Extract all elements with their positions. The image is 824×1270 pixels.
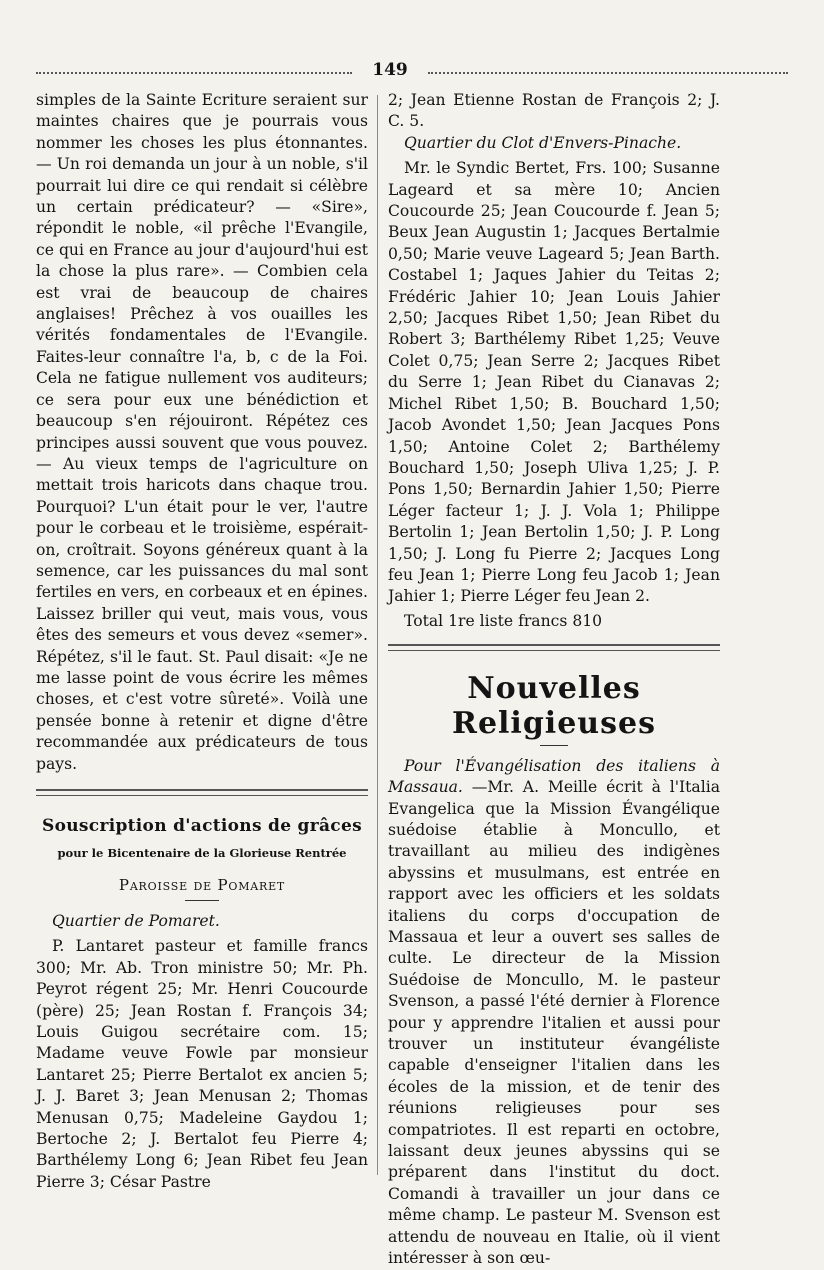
- news-rule-thin: [388, 650, 720, 651]
- sermon-paragraph: simples de la Sainte Ecriture seraient sur maintes chaires que je pourrais vous nommer les choses les plus étonnantes. — Un roi demanda un jour à un noble, s'il pourrait lui dire ce qui rendait si célèbre un certain prédicateur? — «Sire», répondit le noble, «il prêche l'Evangile, ce qui en France au jour d'aujourd'hui est la chose la plus rare». — Combien cela est vrai de beaucoup de chaires anglaises! Prêchez à vos ouailles les vérités fondamentales de l'Evangile. Faites-leur connaître l'a, b, c de la Foi. Cela ne fatigue nullement vos auditeurs; ce sera pour eux une bénédiction et beaucoup s'en réjouiront. Répétez ces principes aussi souvent que vous pouvez. — Au vieux temps de l'agriculture on mettait trois haricots dans chaque trou. Pourquoi? L'un était pour le ver, l'autre pour le corbeau et le troisième, espérait-on, croîtrait. Soyons généreux quant à la semence, car les puissances du mal sont fertiles en vers, en corbeaux et en épines. Laissez briller qui veut, mais vous, vous êtes des semeurs et vous devez «semer». Répétez, s'il le faut. St. Paul disait: «Je ne me lasse point de vous écrire les mêmes choses, et c'est votre sûreté». Voilà une pensée bonne à retenir et digne d'être recommandée aux prédicateurs de tous pays.: [36, 91, 368, 773]
- left-column: [36, 90, 368, 1193]
- news-lead: Pour l'Évangélisation des italiens à Massaua.: [388, 756, 720, 797]
- section-rule-thin: [36, 795, 368, 796]
- donor-list-continued: 2; Jean Etienne Rostan de François 2; J. C. 5.: [388, 91, 720, 131]
- donor-list-clot: Mr. le Syndic Bertet, Frs. 100; Susanne Lageard et sa mère 10; Ancien Coucourde 25; Jean Coucourde f. Jean 5; Beux Jean Augustin 1; Jacques Bertalmie 0,50; Marie veuve Lageard 5; Jean Barth. Costabel 1; Jaques Jahier du Teitas 2; Frédéric Jahier 10; Jean Louis Jahier 2,50; Jacques Ribet 1,50; Jean Ribet du Robert 3; Barthélemy Ribet 1,25; Veuve Colet 0,75; Jean Serre 2; Jacques Ribet du Serre 1; Jean Ribet du Cianavas 2; Michel Ribet 1,50; B. Bouchard 1,50; Jacob Avondet 1,50; Jean Jacques Pons 1,50; Antoine Colet 2; Barthélemy Bouchard 1,50; Joseph Uliva 1,25; J. P. Pons 1,50; Bernardin Jahier 1,50; Pierre Léger facteur 1; J. J. Vola 1; Philippe Bertolin 1; Jean Bertolin 1,50; J. P. Long 1,50; J. Long fu Pierre 2; Jacques Long feu Jean 1; Pierre Long feu Jacob 1; Jean Jahier 1; Pierre Léger feu Jean 2.: [388, 159, 720, 606]
- news-body: —Mr. A. Meille écrit à l'Italia Evangelica que la Mission Évangélique suédoise établie à Moncullo, et travaillant au milieu des indigènes abyssins et musulmans, est entrée en rapport avec les officiers et les soldats italiens du corps d'occupation de Massaua et leur a ouvert ses salles de culte. Le directeur de la Mission Suédoise de Moncullo, M. le pasteur Svenson, a passé l'été dernier à Florence pour y apprendre l'italien et aussi pour trouver un instituteur évangéliste capable d'enseigner l'italien dans les écoles de la mission, et de tenir des réunions religieuses pour ses compatriotes. Il est reparti en octobre, laissant deux jeunes abyssins qui se préparent dans l'institut du doct. Comandi à travailler un jour dans ce même champ. Le pasteur M. Svenson est attendu de nouveau en Italie, où il vient intéresser à son œu-: [388, 778, 720, 1268]
- page-number: 149: [372, 60, 408, 80]
- subscription-title: Souscription d'actions de grâces: [42, 816, 362, 836]
- quarter-heading-pomaret: Quartier de Pomaret.: [52, 912, 220, 930]
- donor-list-pomaret: P. Lantaret pasteur et famille francs 300; Mr. Ab. Tron ministre 50; Mr. Ph. Peyrot régent 25; Mr. Henri Coucourde (père) 25; Jean Rostan f. François 34; Louis Guigou secrétaire com. 15; Madame veuve Fowle par monsieur Lantaret 25; Pierre Bertalot ex ancien 5; J. J. Baret 3; Jean Menusan 2; Thomas Menusan 0,75; Madeleine Gaydou 1; Bertoche 2; J. Bertalot feu Pierre 4; Barthélemy Long 6; Jean Ribet feu Jean Pierre 3; César Pastre: [36, 937, 368, 1191]
- parish-heading: Paroisse de Pomaret: [118, 876, 286, 894]
- news-paragraph: [388, 756, 720, 1270]
- subscription-subtitle: pour le Bicentenaire de la Glorieuse Rentrée: [57, 846, 347, 860]
- header-rule-left: [36, 72, 352, 74]
- quarter-heading-clot: Quartier du Clot d'Envers-Pinache.: [404, 133, 682, 152]
- header-rule-right: [428, 72, 788, 74]
- parish-rule: [185, 900, 219, 901]
- right-column: [388, 90, 720, 1270]
- subscription-total: Total 1re liste francs 810: [404, 611, 603, 630]
- column-divider: [377, 95, 378, 1175]
- news-rule: [388, 644, 720, 646]
- news-title: Nouvelles Religieuses: [452, 670, 656, 741]
- news-title-rule: [540, 745, 568, 746]
- page-header: [36, 60, 788, 82]
- section-rule: [36, 789, 368, 791]
